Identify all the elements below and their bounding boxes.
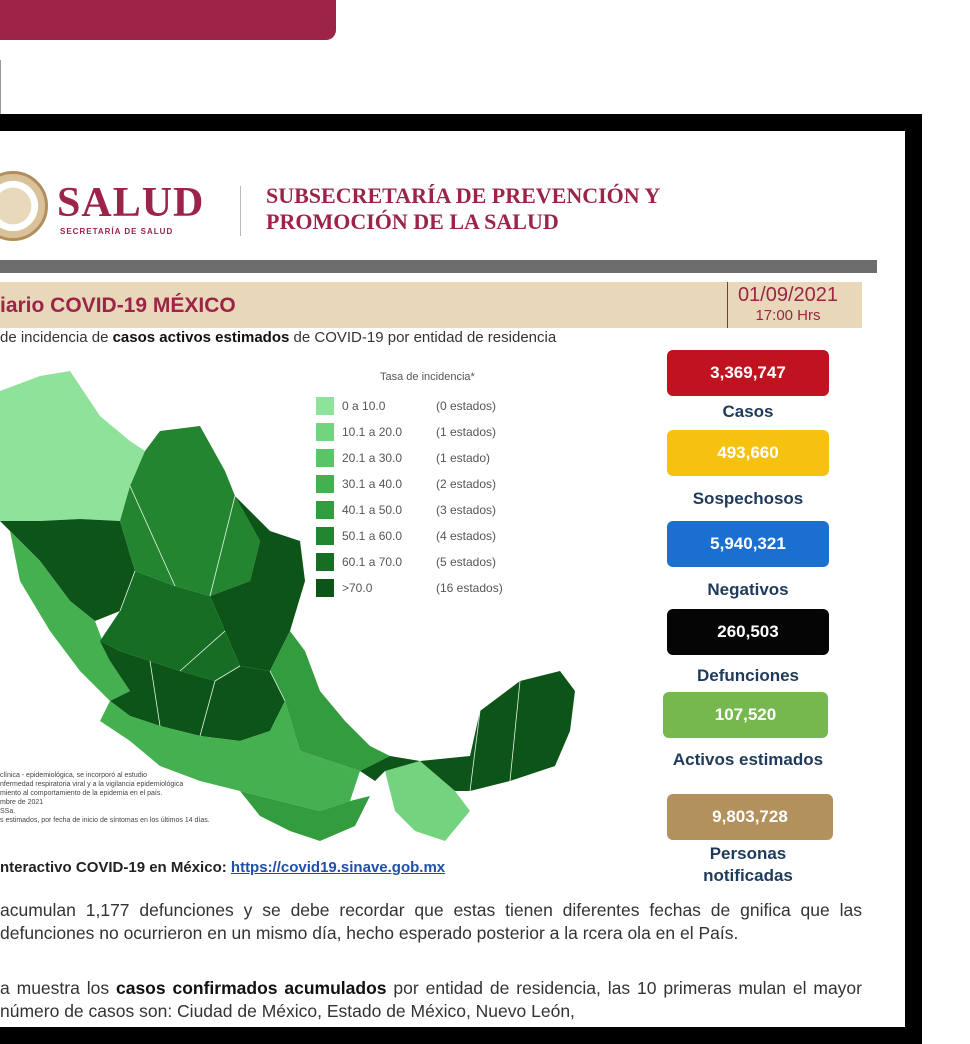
report-date-box [727, 282, 848, 328]
stat-notificadas-label: Personas notificadas [703, 844, 793, 885]
report-title-band [0, 282, 862, 328]
report-title: iario COVID-19 MÉXICO [0, 294, 236, 317]
stat-sospechosos-box: 493,660 [667, 430, 829, 476]
legend-range: 60.1 a 70.0 [342, 555, 403, 569]
subsecretaria-line1: SUBSECRETARÍA DE PREVENCIÓN Y [266, 183, 661, 208]
interactive-map-line [0, 859, 445, 876]
footnote-line: SSa. [0, 808, 16, 815]
stat-activos-box: 107,520 [663, 692, 828, 738]
legend-swatch [316, 553, 334, 571]
stat-defunciones-box: 260,503 [667, 609, 829, 655]
p2-pre: a muestra los [0, 978, 116, 998]
stat-defunciones-label: Defunciones [696, 666, 800, 685]
salud-logo-text: SALUD [57, 180, 205, 226]
subsecretaria-title [266, 183, 660, 235]
subtitle-post: de COVID-19 por entidad de residencia [289, 329, 557, 346]
map-footnotes [0, 771, 210, 825]
report-document [0, 131, 905, 1024]
legend-range: 30.1 a 40.0 [342, 477, 403, 491]
footnote-line: s estimados, por fecha de inicio de síntomas en los últimos 14 días. [0, 817, 210, 824]
report-date: 01/09/2021 [737, 284, 839, 306]
legend-swatch [316, 501, 334, 519]
legend-count: (5 estados) [436, 555, 497, 569]
sinave-link[interactable]: https://covid19.sinave.gob.mx [230, 859, 446, 876]
stat-notificadas-box: 9,803,728 [667, 794, 833, 840]
header-separator [240, 186, 241, 236]
top-banner [0, 0, 336, 40]
national-seal-icon [0, 171, 48, 241]
header-divider-bar [0, 260, 877, 273]
stat-casos-label: Casos [722, 402, 774, 421]
stat-casos-box: 3,369,747 [667, 350, 829, 396]
paragraph-defunciones: acumulan 1,177 defunciones y se debe recordar que estas tienen diferentes fechas de gnifica que las defunciones no ocurrieron en un mismo día, hecho esperado posterior a la rcera ola en el País. [0, 900, 862, 943]
p2-post: por entidad de residencia, las 10 primeras mulan el mayor número de casos son: Ciudad de México, Estado de México, Nuevo León, [0, 978, 862, 1021]
salud-logo-subtext: SECRETARÍA DE SALUD [60, 227, 174, 236]
map-region-yucatan [420, 671, 575, 791]
paragraph-confirmados [0, 977, 862, 1023]
legend-count: (4 estados) [436, 529, 497, 543]
legend-count: (3 estados) [436, 503, 497, 517]
legend-count: (2 estados) [436, 477, 497, 491]
legend-swatch [316, 449, 334, 467]
legend-range: >70.0 [342, 581, 373, 595]
legend-swatch [316, 579, 334, 597]
footnote-line: clínica - epidemiológica, se incorporó al estudio [0, 772, 148, 779]
legend-range: 40.1 a 50.0 [342, 503, 403, 517]
legend-range: 20.1 a 30.0 [342, 451, 403, 465]
subtitle-pre: de incidencia de [0, 329, 113, 346]
report-time: 17:00 Hrs [755, 307, 821, 324]
legend-swatch [316, 475, 334, 493]
legend-range: 0 a 10.0 [342, 399, 386, 413]
legend-range: 50.1 a 60.0 [342, 529, 403, 543]
stat-activos-label: Activos estimados [672, 750, 824, 769]
subtitle-bold: casos activos estimados [112, 329, 290, 346]
legend-count: (1 estado) [436, 451, 491, 465]
legend-swatch [316, 527, 334, 545]
subsecretaria-line2: PROMOCIÓN DE LA SALUD [266, 209, 559, 234]
stat-sospechosos-label: Sospechosos [692, 489, 804, 508]
legend-range: 10.1 a 20.0 [342, 425, 403, 439]
legend-swatch [316, 423, 334, 441]
legend-count: (0 estados) [436, 399, 497, 413]
legend-count: (1 estados) [436, 425, 497, 439]
footnote-line: mbre de 2021 [0, 799, 44, 806]
legend-count: (16 estados) [436, 581, 503, 595]
stat-negativos-box: 5,940,321 [667, 521, 829, 567]
p2-bold: casos confirmados acumulados [115, 978, 387, 998]
footnote-line: miento al comportamiento de la epidemia en el país. [0, 790, 163, 797]
interactive-map-label: nteractivo COVID-19 en México: [0, 859, 231, 876]
report-subtitle [0, 329, 556, 346]
footnote-line: nfermedad respiratoria viral y a la vigilancia epidemiológica [0, 781, 184, 788]
legend-swatch [316, 397, 334, 415]
map-region-baja-norte [0, 371, 145, 521]
legend-title: Tasa de incidencia* [380, 371, 475, 383]
stat-negativos-label: Negativos [707, 580, 789, 599]
